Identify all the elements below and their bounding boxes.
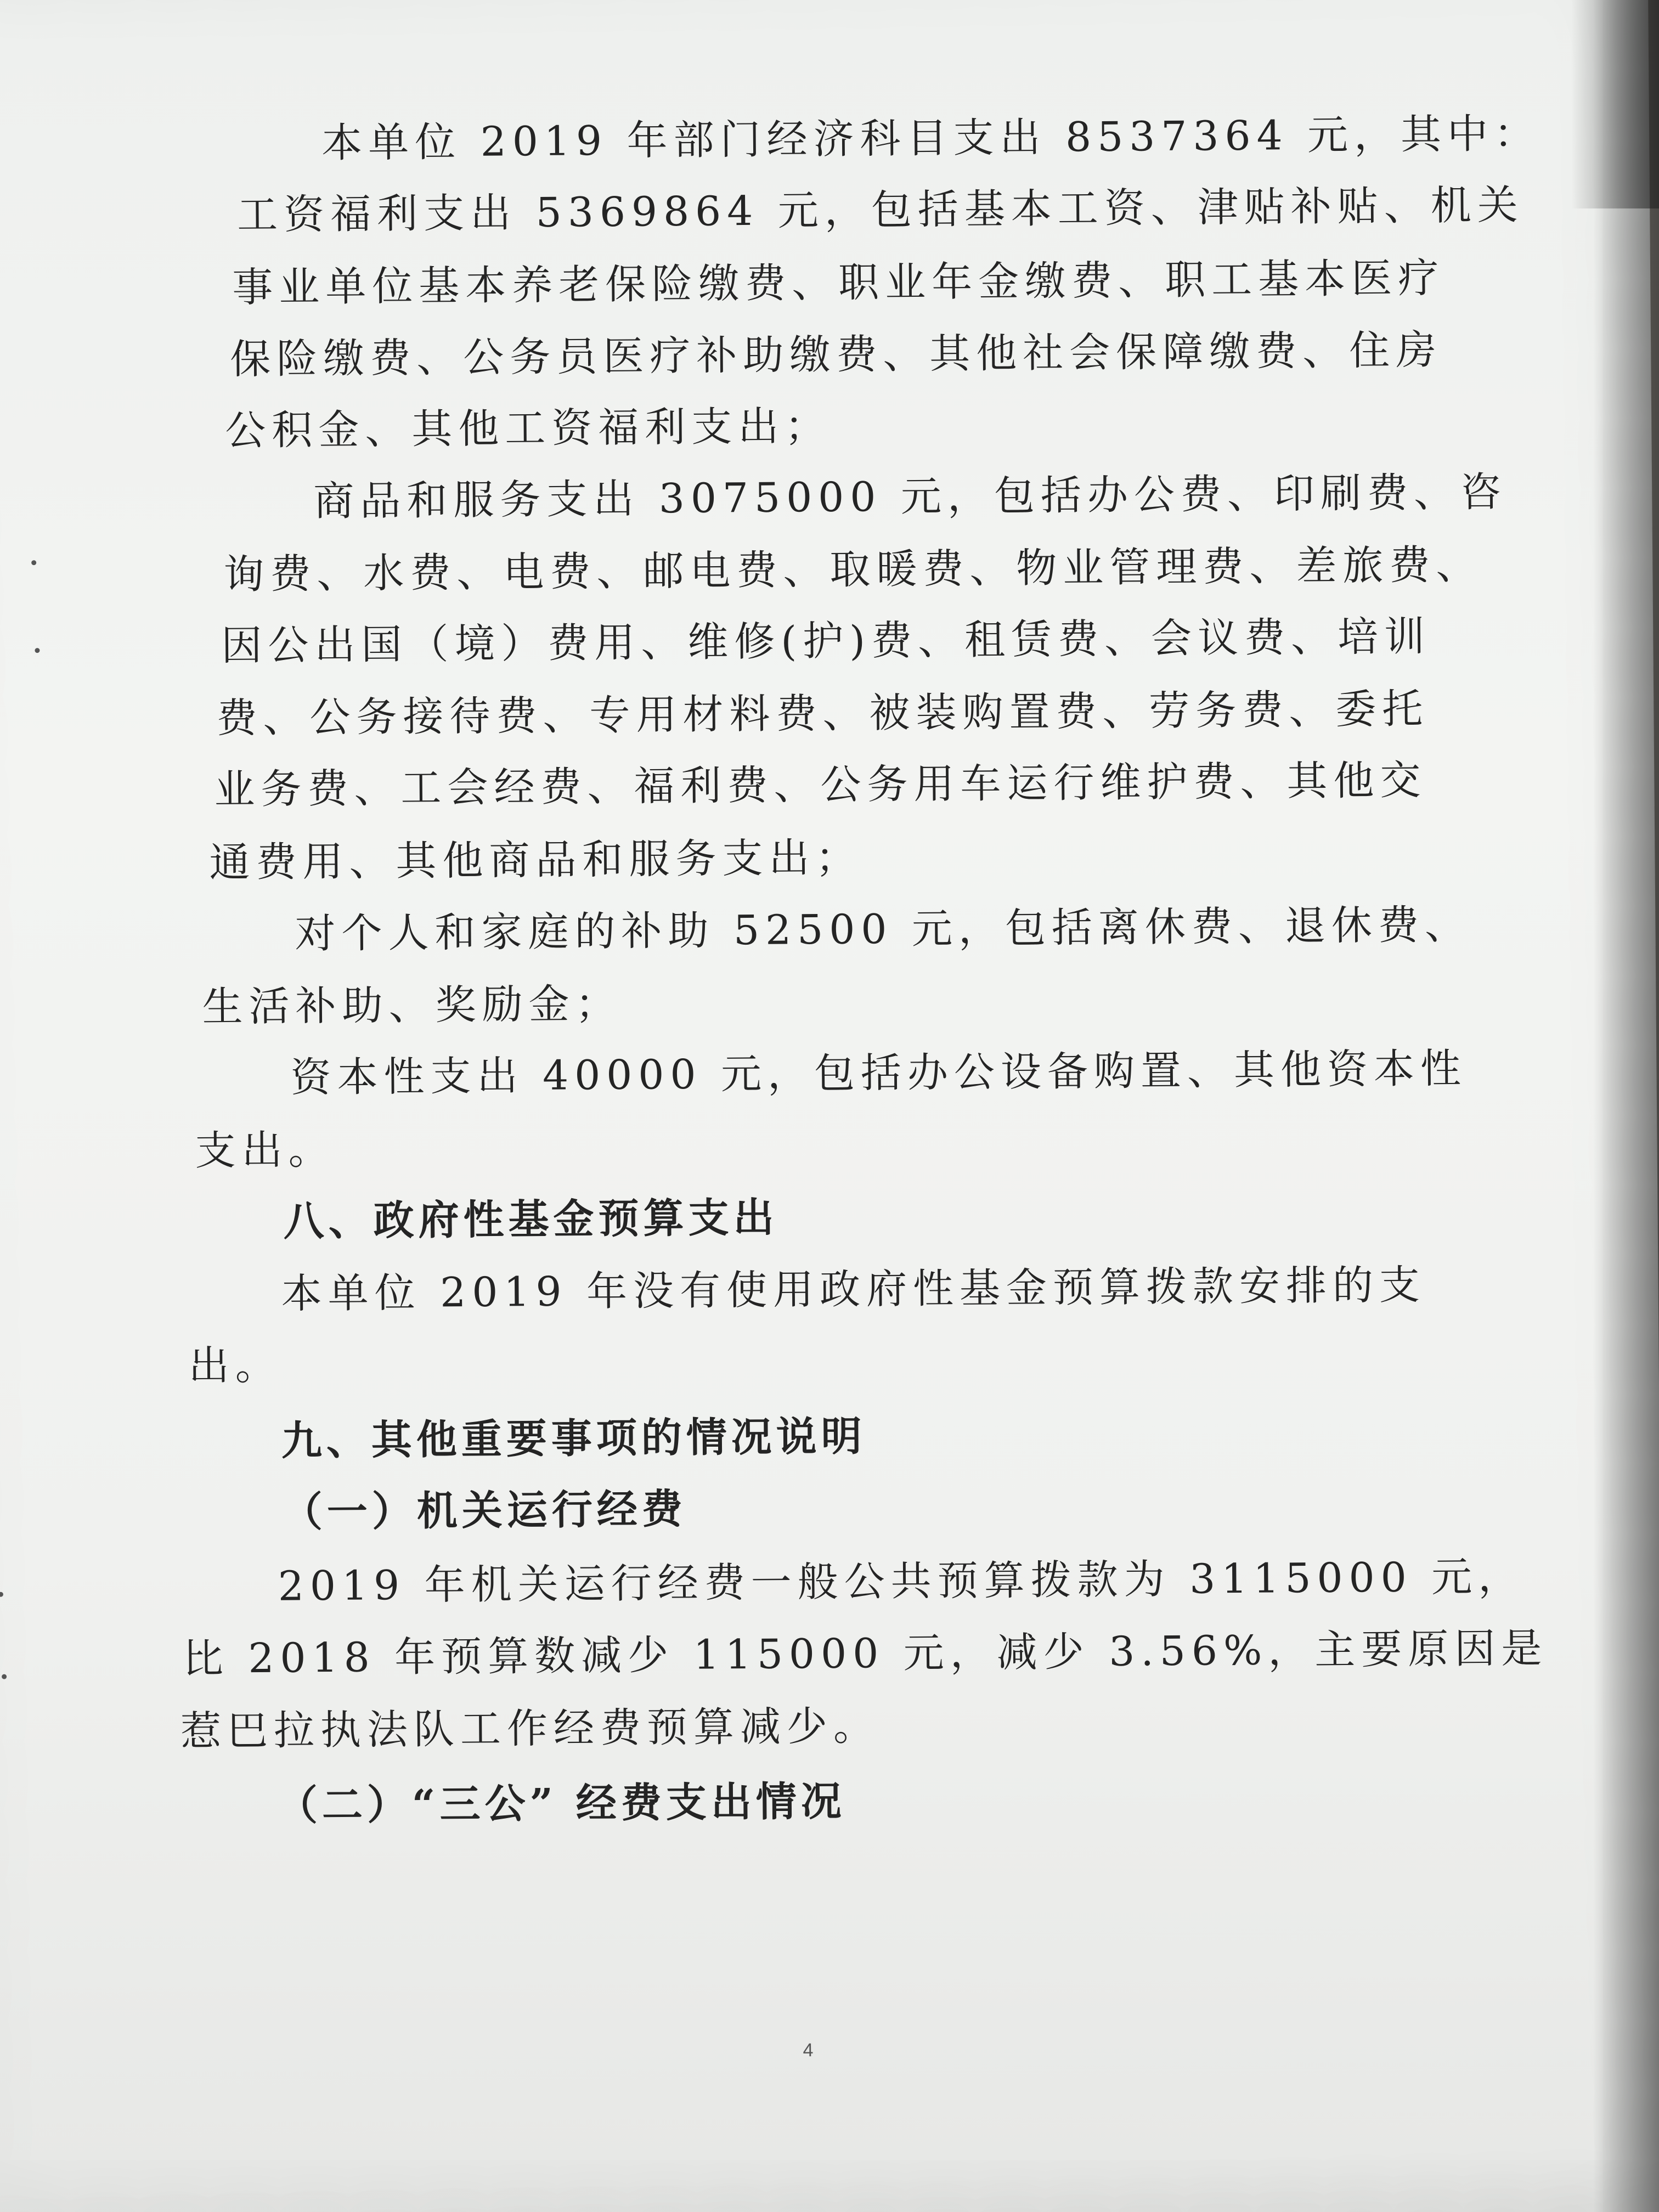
- binding-hole-mark: [31, 560, 36, 565]
- text-line: 工资福利支出 5369864 元，包括基本工资、津贴补贴、机关: [236, 181, 1525, 239]
- subsection-heading: （一）机关运行经费: [281, 1485, 687, 1536]
- text-line: 支出。: [195, 1126, 335, 1175]
- text-line: 保险缴费、公务员医疗补助缴费、其他社会保障缴费、住房: [229, 326, 1443, 383]
- section-heading: 八、政府性基金预算支出: [283, 1194, 778, 1245]
- text-line: 本单位 2019 年部门经济科目支出 8537364 元，其中：: [321, 110, 1541, 167]
- page-number: 4: [803, 2040, 814, 2061]
- background-corner: [1571, 0, 1659, 208]
- subsection-heading: （二）“三公” 经费支出情况: [276, 1778, 847, 1830]
- text-line: 商品和服务支出 3075000 元，包括办公费、印刷费、咨: [313, 469, 1508, 526]
- text-line: 对个人和家庭的补助 52500 元，包括离休费、退休费、: [295, 901, 1472, 958]
- text-line: 询费、水费、电费、邮电费、取暖费、物业管理费、差旅费、: [223, 541, 1483, 599]
- text-line: 资本性支出 40000 元，包括办公设备购置、其他资本性: [290, 1045, 1468, 1102]
- page-edge-shadow: [1593, 0, 1659, 2212]
- text-line: 比 2018 年预算数减少 115000 元，减少 3.56%，主要原因是: [182, 1624, 1548, 1683]
- text-line: 公积金、其他工资福利支出；: [224, 402, 832, 455]
- text-line: 惹巴拉执法队工作经费预算减少。: [180, 1702, 881, 1756]
- text-line: 2019 年机关运行经费一般公共预算拨款为 3115000 元，: [278, 1553, 1525, 1610]
- binding-hole-mark: [0, 1592, 3, 1597]
- text-line: 业务费、工会经费、福利费、公务用车运行维护费、其他交: [214, 757, 1427, 814]
- text-line: 通费用、其他商品和服务支出；: [209, 834, 862, 887]
- text-line: 本单位 2019 年没有使用政府性基金预算拨款安排的支: [281, 1261, 1426, 1318]
- text-line: 费、公务接待费、专用材料费、被装购置费、劳务费、委托: [216, 685, 1429, 742]
- text-line: 出。: [188, 1341, 283, 1390]
- text-line: 因公出国（境）费用、维修(护)费、租赁费、会议费、培训: [221, 613, 1431, 670]
- section-heading: 九、其他重要事项的情况说明: [281, 1413, 867, 1465]
- binding-hole-mark: [2, 1674, 7, 1679]
- text-line: 事业单位基本养老保险缴费、职业年金缴费、职工基本医疗: [232, 254, 1445, 312]
- binding-hole-mark: [35, 648, 40, 653]
- text-line: 生活补助、奖励金；: [202, 980, 622, 1031]
